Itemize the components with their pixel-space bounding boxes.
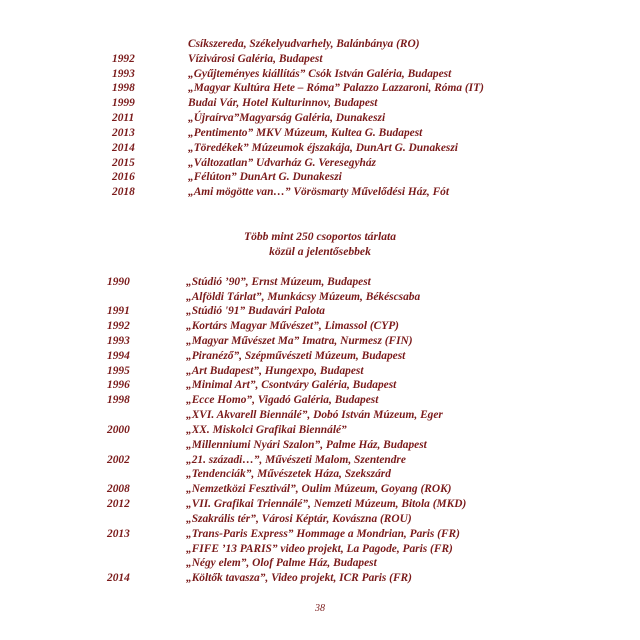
group-year: 1995 [107,365,130,377]
solo-entry: „Magyar Kultúra Hete – Róma” Palazzo Lazzaroni, Róma (IT) [188,82,484,94]
group-entry: „Tendenciák”, Művészetek Háza, Szekszárd [186,468,391,480]
group-entry: „Alföldi Tárlat”, Munkácsy Múzeum, Békéscsaba [186,291,421,303]
group-entry: „Piranéző”, Szépművészeti Múzeum, Budapest [186,350,406,362]
group-entry: „Kortárs Magyar Művészet”, Limassol (CYP) [186,320,399,332]
group-year: 1996 [107,379,130,391]
solo-year: 1993 [112,68,135,80]
solo-entry: „Pentimento” MKV Múzeum, Kultea G. Budapest [188,127,423,139]
solo-entry: „Töredékek” Múzeumok éjszakája, DunArt G. Dunakeszi [188,142,458,154]
solo-year: 1992 [112,53,135,65]
group-entry: „XX. Miskolci Grafikai Biennálé” [186,424,347,436]
group-entry: „Stúdió ’90”, Ernst Múzeum, Budapest [186,276,371,288]
solo-entry: „Félúton” DunArt G. Dunakeszi [188,171,342,183]
group-entry: „Stúdió '91” Budavári Palota [186,305,325,317]
solo-entry: „Ami mögötte van…” Vörösmarty Művelődési Ház, Fót [188,186,450,198]
group-year: 1990 [107,276,130,288]
group-entry: „Négy elem”, Olof Palme Ház, Budapest [186,557,377,569]
group-year: 2012 [107,498,130,510]
group-year: 2008 [107,483,130,495]
group-year: 1993 [107,335,130,347]
group-entry: „Trans-Paris Express” Hommage a Mondrian, Paris (FR) [186,528,460,540]
group-entry: „Art Budapest”, Hungexpo, Budapest [186,365,364,377]
group-entry: „XVI. Akvarell Biennálé”, Dobó István Múzeum, Eger [186,409,443,421]
solo-entry: Csíkszereda, Székelyudvarhely, Balánbánya (RO) [188,38,420,50]
solo-entry: Budai Vár, Hotel Kulturinnov, Budapest [188,97,378,109]
solo-year: 2018 [112,186,135,198]
group-entry: „Költők tavasza”, Video projekt, ICR Paris (FR) [186,572,412,584]
group-entry: „Ecce Homo”, Vigadó Galéria, Budapest [186,394,379,406]
group-entry: „Nemzetközi Fesztivál”, Oulim Múzeum, Goyang (ROK) [186,483,452,495]
group-entry: „Minimal Art”, Csontváry Galéria, Budapest [186,379,397,391]
solo-entry: „Változatlan” Udvarház G. Veresegyház [188,157,376,169]
group-heading-line-2: közül a jelentősebbek [269,245,371,258]
solo-entry: Vízivárosi Galéria, Budapest [188,53,323,65]
solo-year: 2015 [112,157,135,169]
group-entry: „VII. Grafikai Triennálé”, Nemzeti Múzeum, Bitola (MKD) [186,498,467,510]
group-heading-line-1: Több mint 250 csoportos tárlata [243,230,397,243]
solo-entry: „Gyűjteményes kiállítás” Csók István Galéria, Budapest [188,68,452,80]
group-year: 2013 [107,528,130,540]
solo-year: 2011 [112,112,135,124]
group-year: 1991 [107,305,130,317]
solo-year: 2016 [112,171,135,183]
page-number: 38 [315,603,325,614]
solo-year: 1998 [112,82,135,94]
group-entry: „Magyar Művészet Ma” Imatra, Nurmesz (FIN) [186,335,413,347]
group-year: 2002 [107,454,130,466]
group-year: 1994 [107,350,130,362]
solo-entry: „Újraírva”Magyarság Galéria, Dunakeszi [188,112,386,124]
solo-year: 2014 [112,142,135,154]
group-year: 1992 [107,320,130,332]
solo-year: 2013 [112,127,135,139]
group-entry: „Szakrális tér”, Városi Képtár, Kovászna (ROU) [186,513,412,525]
solo-year: 1999 [112,97,135,109]
group-year: 1998 [107,394,130,406]
group-entry: „FIFE ’13 PARIS” video projekt, La Pagode, Paris (FR) [186,543,453,555]
group-entry: „Millenniumi Nyári Szalon”, Palme Ház, Budapest [186,439,427,451]
group-entry: „21. századi…”, Művészeti Malom, Szentendre [186,454,406,466]
group-year: 2014 [107,572,130,584]
group-year: 2000 [107,424,130,436]
